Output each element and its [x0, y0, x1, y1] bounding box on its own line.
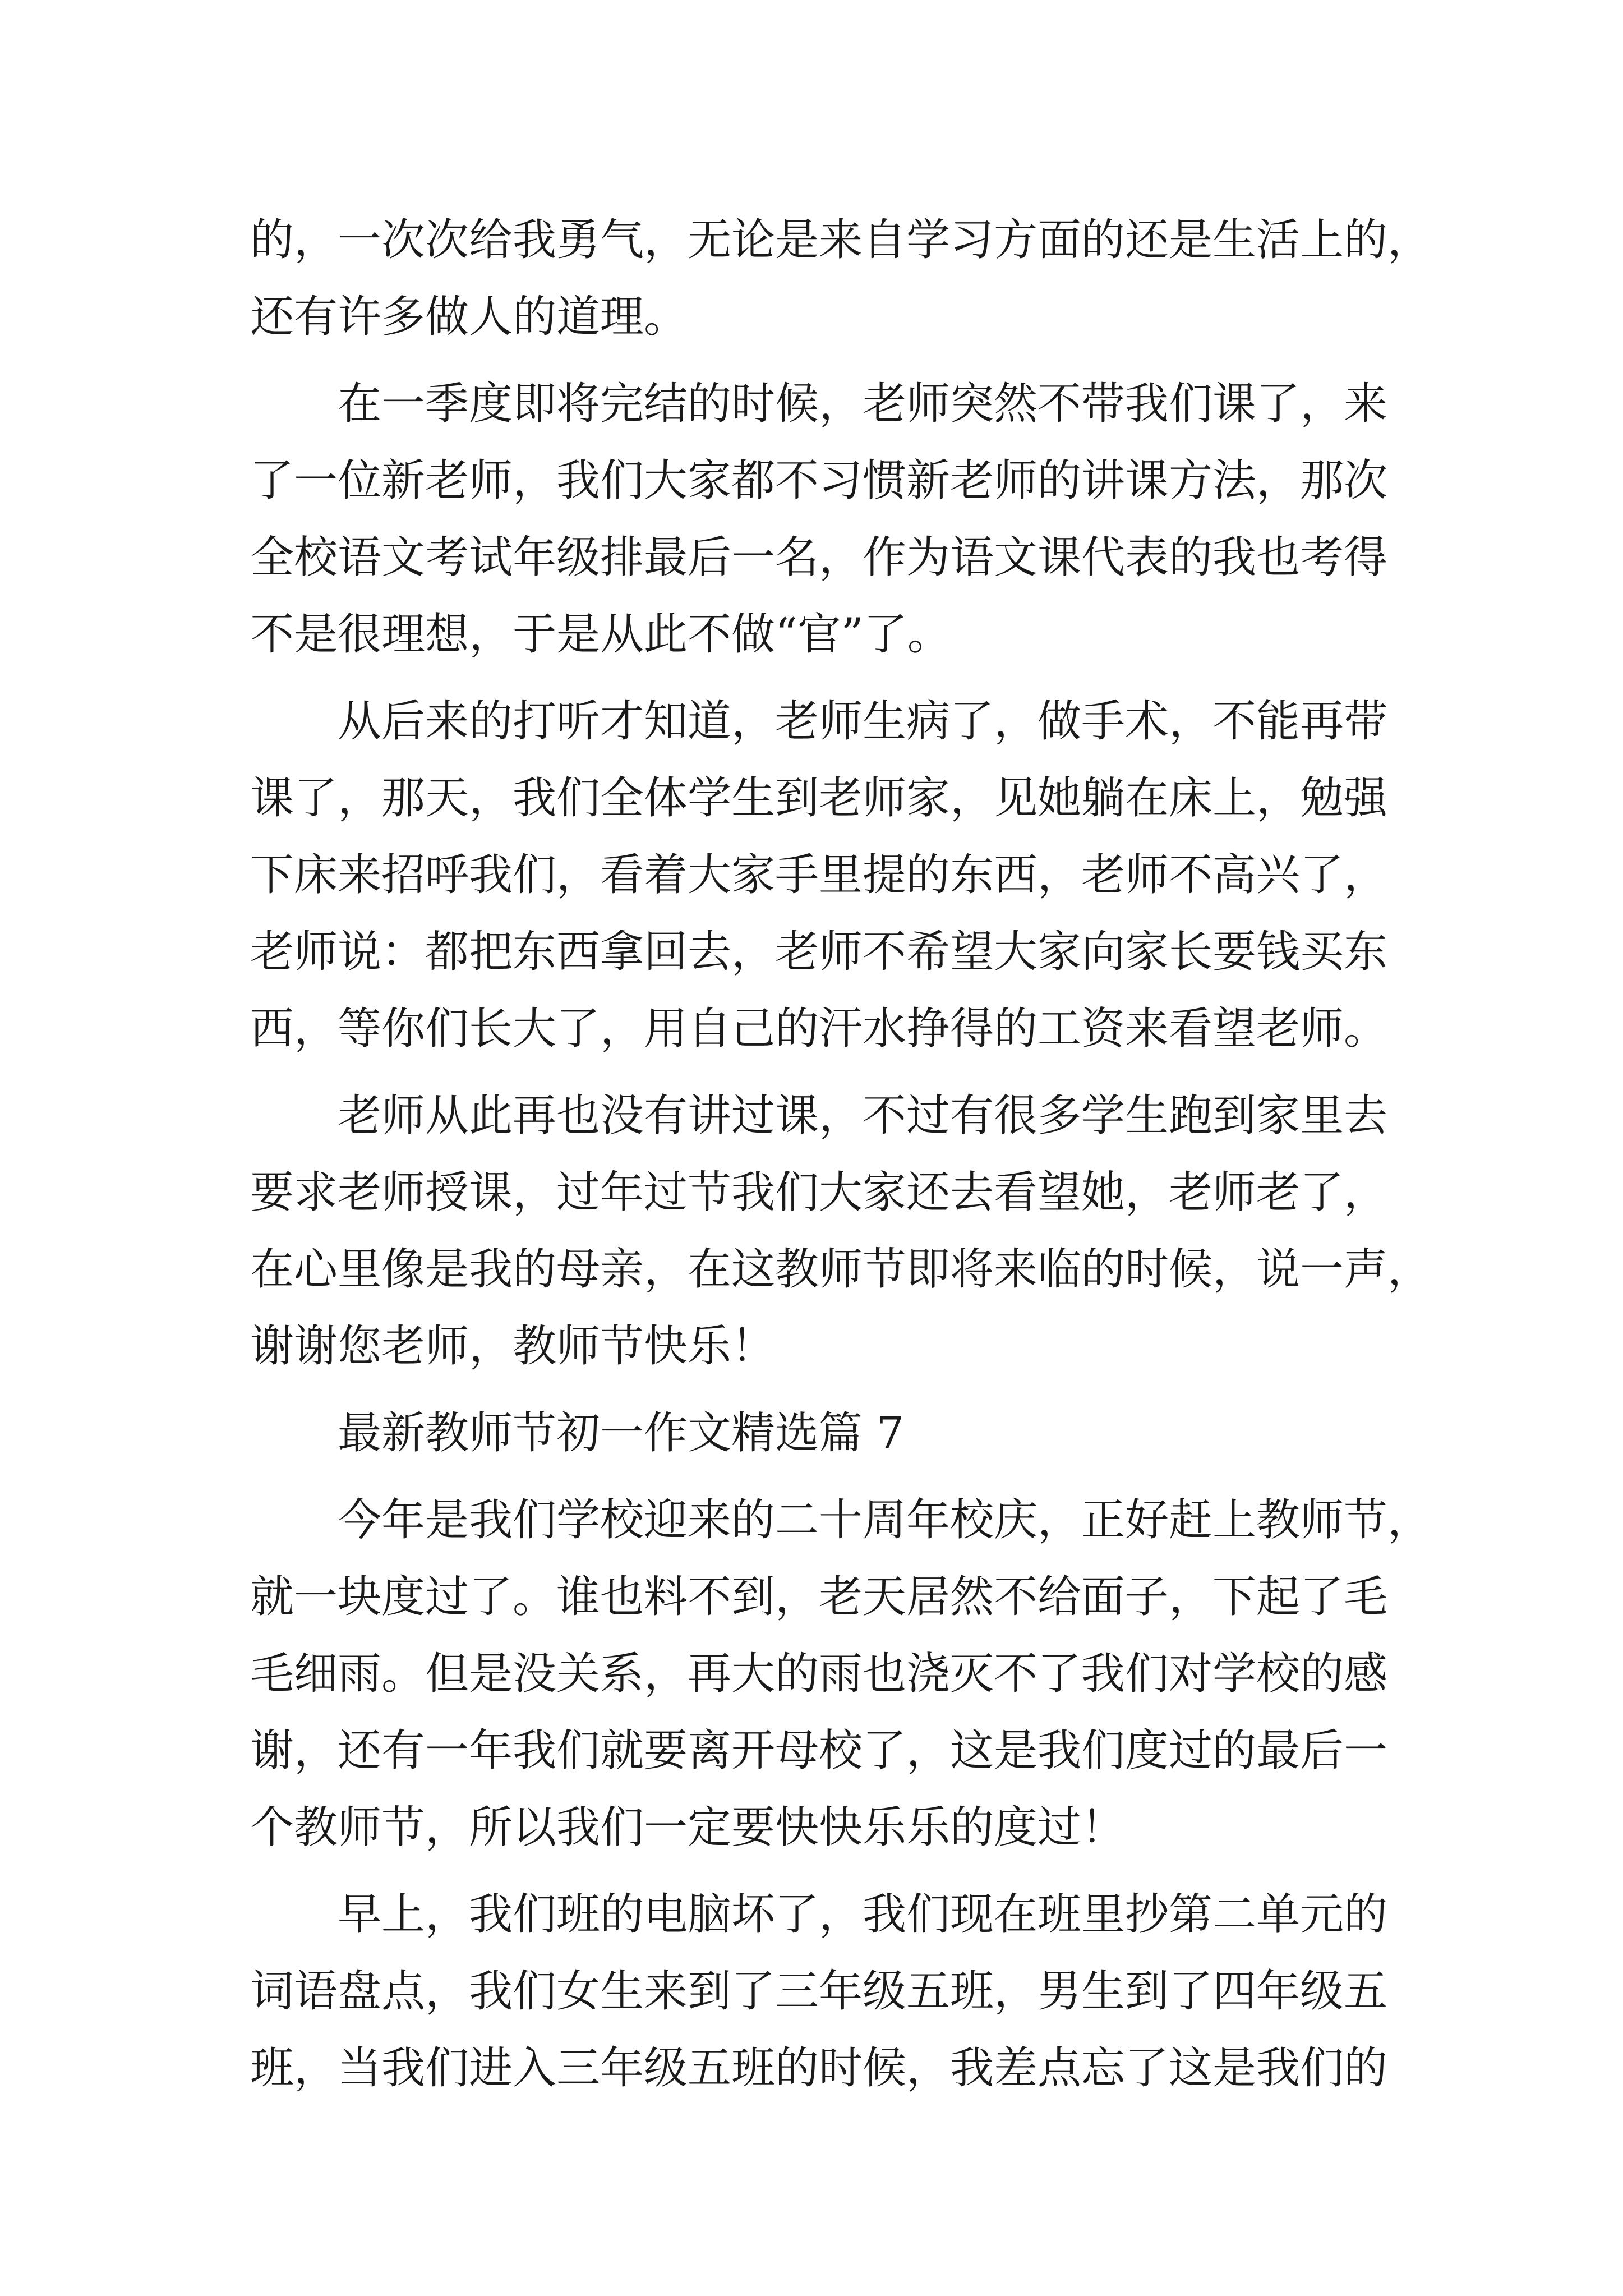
text-line: 了一位新老师，我们大家都不习惯新老师的讲课方法，那次 [250, 455, 1388, 506]
text-line: 还有许多做人的道理。 [250, 292, 688, 342]
text-line: 的，一次次给我勇气，无论是来自学习方面的还是生活上的， [250, 215, 1432, 265]
text-line: 从后来的打听才知道，老师生病了，做手术，不能再带 [338, 696, 1388, 747]
paragraph [250, 1078, 1432, 1385]
text-line: 课了，那天，我们全体学生到老师家，见她躺在床上，勉强 [250, 773, 1388, 823]
paragraph [250, 366, 1405, 673]
text-line: 在心里像是我的母亲，在这教师节即将来临的时候，说一声， [250, 1244, 1432, 1295]
text-line: 词语盘点，我们女生来到了三年级五班，男生到了四年级五 [250, 1966, 1388, 2017]
paragraph [250, 1482, 1432, 1866]
text-line: 老师从此再也没有讲过课，不过有很多学生跑到家里去 [338, 1091, 1388, 1141]
text-line: 谢，还有一年我们就要离开母校了，这是我们度过的最后一 [250, 1726, 1388, 1776]
text-line: 老师说：都把东西拿回去，老师不希望大家向家长要钱买东 [250, 927, 1388, 977]
text-line: 西，等你们长大了，用自己的汗水挣得的工资来看望老师。 [250, 1004, 1388, 1054]
text-line: 在一季度即将完结的时候，老师突然不带我们课了，来 [338, 379, 1388, 429]
text-line: 要求老师授课，过年过节我们大家还去看望她，老师老了， [250, 1167, 1388, 1218]
text-line: 早上，我们班的电脑坏了，我们现在班里抄第二单元的 [338, 1889, 1388, 1940]
text-line: 今年是我们学校迎来的二十周年校庆，正好赶上教师节， [338, 1495, 1432, 1545]
text-line: 班，当我们进入三年级五班的时候，我差点忘了这是我们的 [250, 2043, 1388, 2093]
paragraph [250, 1876, 1405, 2107]
text-line: 谢谢您老师，教师节快乐！ [250, 1321, 776, 1372]
text-line: 就一块度过了。谁也料不到，老天居然不给面子，下起了毛 [250, 1572, 1388, 1622]
text-line: 个教师节，所以我们一定要快快乐乐的度过！ [250, 1802, 1126, 1853]
heading-line: 最新教师节初一作文精选篇 7 [338, 1408, 905, 1458]
text-line: 全校语文考试年级排最后一名，作为语文课代表的我也考得 [250, 532, 1388, 583]
paragraph [250, 683, 1405, 1068]
text-line: 毛细雨。但是没关系，再大的雨也浇灭不了我们对学校的感 [250, 1649, 1388, 1699]
paragraph [250, 202, 1432, 356]
document-body [250, 202, 1432, 2107]
section-heading [250, 1395, 1405, 1472]
text-line: 不是很理想，于是从此不做“官”了。 [250, 609, 951, 660]
text-line: 下床来招呼我们，看着大家手里提的东西，老师不高兴了， [250, 850, 1388, 900]
